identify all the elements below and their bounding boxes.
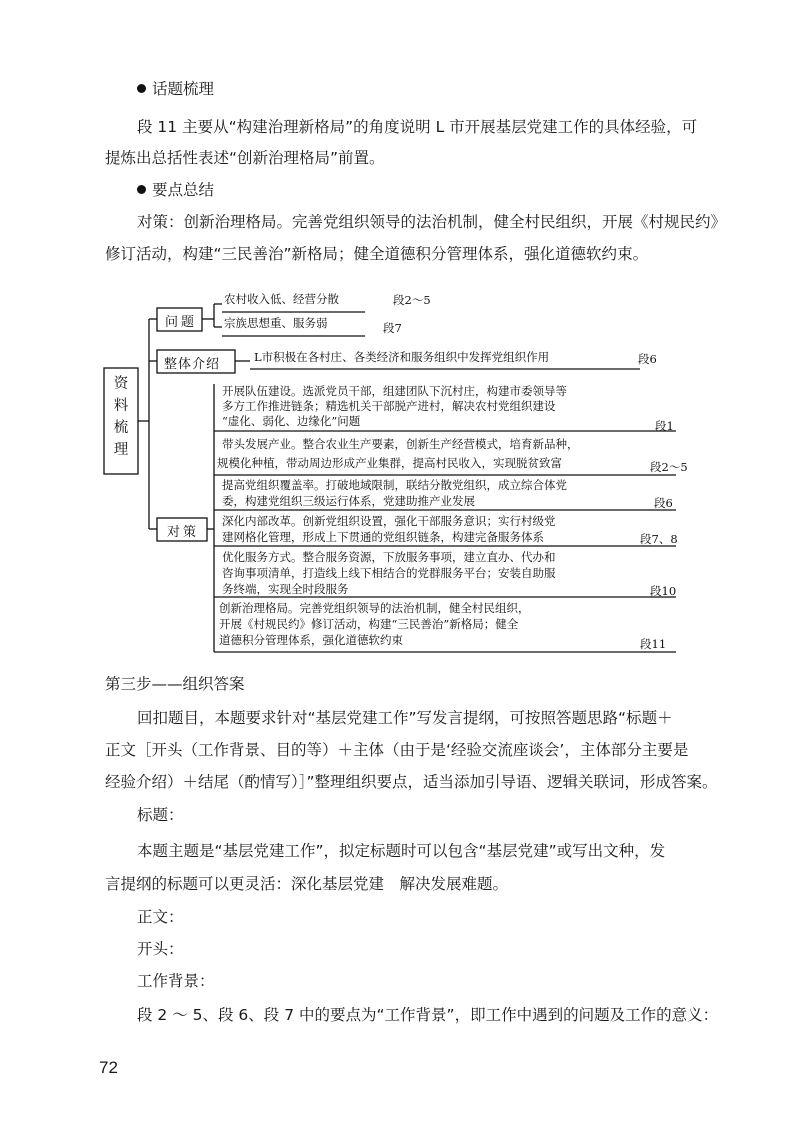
paragraph-line: 回扣题目，本题要求针对“基层党建工作”写发言提纲，可按照答题思路“标题＋ (137, 709, 673, 727)
title-label: 标题： (137, 806, 184, 824)
root-label: 资料梳理 (113, 376, 129, 458)
measure-line: “虚化、弱化、边缘化”问题 (222, 414, 361, 428)
heading-topic-sorting: 话题梳理 (137, 79, 214, 99)
paragraph-line: 本题主题是“基层党建工作”，拟定标题时可以包含“基层党建”或写出文种，发 (137, 842, 666, 860)
measure-line: 创新治理格局。完善党组织领导的法治机制，健全村民组织， (219, 601, 530, 615)
paragraph-line: 经验介绍）＋结尾（酌情写）］”整理组织要点，适当添加引导语、逻辑关联词，形成答案。 (105, 773, 718, 791)
problem-item: 宗族思想重、服务弱 (224, 316, 328, 330)
measure-line: 带头发展产业。整合农业生产要素，创新生产经营模式，培育新品种， (222, 437, 579, 451)
paragraph-ref: 段6 (638, 352, 657, 366)
problem-label: 问题 (165, 315, 198, 330)
paragraph-ref: 段2～5 (393, 293, 431, 307)
paragraph-ref: 段2～5 (650, 460, 688, 474)
paragraph-ref: 段10 (650, 584, 677, 598)
measure-line: 多方工作推进链条；精选机关干部脱产进村，解决农村党组织建设 (222, 399, 556, 413)
paragraph-line: 段 11 主要从“构建治理新格局”的角度说明 L 市开展基层党建工作的具体经验，可 (137, 118, 698, 136)
measure-line: 咨询事项清单，打造线上线下相结合的党群服务平台；安装自助服 (222, 566, 556, 580)
measure-line: 优化服务方式。整合服务资源，下放服务事项，建立直办、代办和 (222, 550, 556, 564)
measure-line: 开展《村规民约》修订活动，构建“三民善治”新格局；健全 (219, 617, 519, 631)
paragraph-line: 提炼出总括性表述“创新治理格局”前置。 (105, 149, 385, 167)
measure-line: 委，构建党组织三级运行体系，党建助推产业发展 (222, 494, 475, 508)
measures-label: 对策 (167, 525, 200, 540)
measure-line: 道德积分管理体系，强化道德软约束 (219, 633, 403, 647)
step3-heading: 第三步——组织答案 (105, 675, 245, 693)
heading-key-points: 要点总结 (137, 180, 214, 200)
measure-line: 务终端，实现全时段服务 (222, 582, 349, 596)
measure-line: 规模化种植，带动周边形成产业集群，提高村民收入，实现脱贫致富 (217, 456, 562, 470)
page-number: 72 (99, 1058, 118, 1077)
body-label: 正文： (137, 908, 184, 926)
measure-line: 提高党组织覆盖率。打破地域限制，联结分散党组织，成立综合体党 (222, 478, 567, 492)
problem-item: 农村收入低、经营分散 (224, 292, 339, 306)
paragraph-line: 对策：创新治理格局。完善党组织领导的法治机制，健全村民组织，开展《村规民约》 (137, 213, 727, 231)
paragraph-ref: 段7 (383, 321, 402, 335)
measure-line: 深化内部改革。创新党组织设置，强化干部服务意识；实行村级党 (222, 514, 556, 528)
paragraph-line: 段 2 ～ 5、段 6、段 7 中的要点为“工作背景”，即工作中遇到的问题及工作的意义： (137, 1006, 719, 1024)
background-label: 工作背景： (137, 972, 215, 990)
paragraph-line: 正文［开头（工作背景、目的等）＋主体（由于是‘经验交流座谈会’，主体部分主要是 (105, 741, 689, 759)
overall-label: 整体介绍 (164, 357, 221, 372)
paragraph-ref: 段6 (654, 496, 673, 510)
measure-line: 建网格化管理，形成上下贯通的党组织链条，构建完备服务体系 (222, 530, 544, 544)
opening-label: 开头： (137, 940, 184, 958)
paragraph-line: 言提纲的标题可以更灵活：深化基层党建 解决发展难题。 (105, 875, 509, 893)
measure-line: 开展队伍建设。选派党员干部，组建团队下沉村庄，构建市委领导等 (222, 384, 567, 398)
overall-item: L市积极在各村庄、各类经济和服务组织中发挥党组织作用 (254, 350, 550, 364)
paragraph-ref: 段11 (640, 637, 667, 651)
paragraph-ref: 段1 (655, 419, 674, 433)
paragraph-ref: 段7、8 (640, 532, 678, 546)
paragraph-line: 修订活动，构建“三民善治”新格局；健全道德积分管理体系，强化道德软约束。 (105, 245, 649, 263)
